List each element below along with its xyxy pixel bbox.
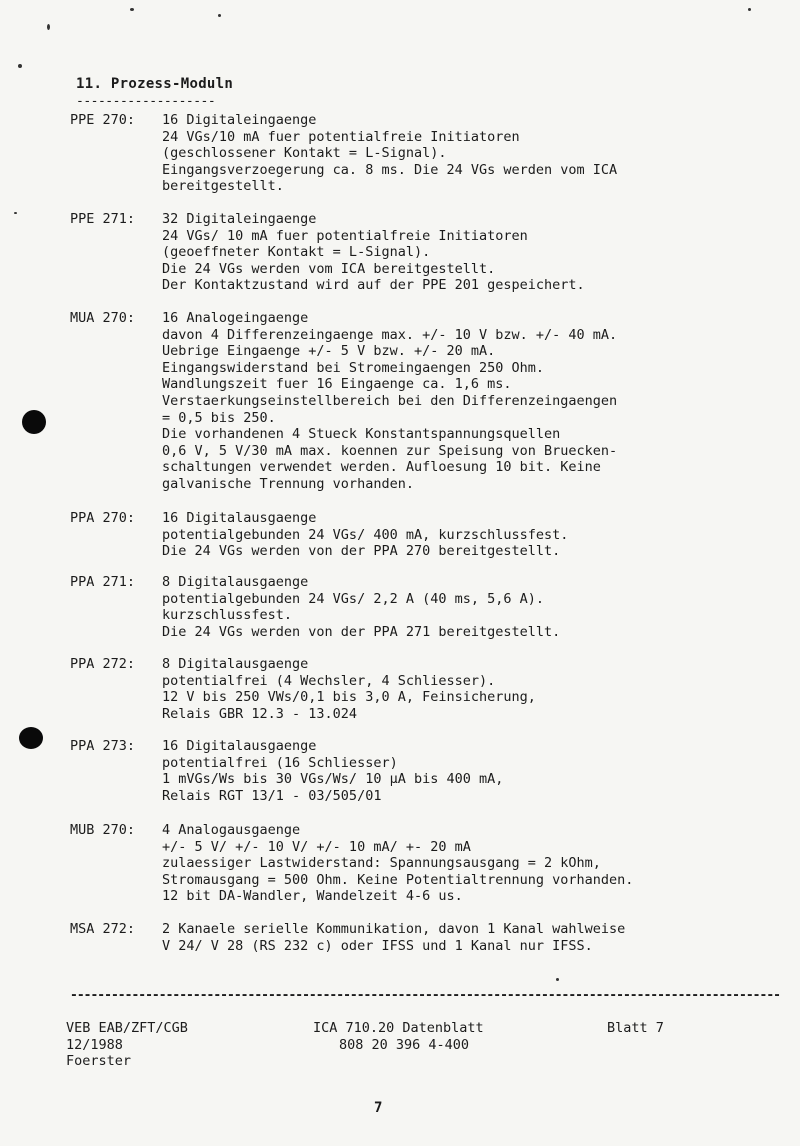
footer-document-id: [313, 1020, 484, 1053]
module-text-line: bereitgestellt.: [162, 178, 284, 195]
footer-issuer-line: Foerster: [66, 1053, 132, 1069]
module-text-line: 24 VGs/10 mA fuer potentialfreie Initiatoren: [162, 128, 520, 145]
scan-speck-icon: [14, 212, 17, 214]
module-code: PPA 273:: [70, 738, 136, 754]
module-text-line: davon 4 Differenzeingaenge max. +/- 10 V bzw. +/- 40 mA.: [162, 326, 618, 343]
footer-sheet-number: Blatt 7: [607, 1020, 664, 1036]
scan-speck-icon: [18, 64, 22, 68]
module-text-line: potentialfrei (4 Wechsler, 4 Schliesser).: [162, 672, 496, 689]
module-text-line: potentialgebunden 24 VGs/ 2,2 A (40 ms, 5,6 A).: [162, 590, 545, 607]
module-ppa-270: [70, 510, 780, 560]
module-text-line: 8 Digitalausgaenge: [162, 574, 309, 590]
module-text-line: Stromausgang = 500 Ohm. Keine Potentialtrennung vorhanden.: [162, 871, 634, 888]
module-text-line: = 0,5 bis 250.: [162, 409, 276, 426]
module-code: MUB 270:: [70, 822, 136, 838]
module-text-line: +/- 5 V/ +/- 10 V/ +/- 10 mA/ +- 20 mA: [162, 838, 471, 855]
module-mub-270: [70, 822, 780, 905]
module-text-line: schaltungen verwendet werden. Aufloesung 10 bit. Keine: [162, 459, 601, 476]
module-text-line: V 24/ V 28 (RS 232 c) oder IFSS und 1 Kanal nur IFSS.: [162, 937, 593, 954]
footer-document-number: 808 20 396 4-400: [339, 1036, 470, 1053]
module-text-line: 16 Digitaleingaenge: [162, 112, 317, 128]
title-underline: -------------------: [76, 94, 216, 109]
module-text-line: Relais RGT 13/1 - 03/505/01: [162, 787, 382, 804]
module-text-line: Relais GBR 12.3 - 13.024: [162, 705, 358, 722]
module-msa-272: [70, 921, 780, 954]
footer-issuer: [66, 1020, 188, 1070]
footer-document-title: ICA 710.20 Datenblatt: [313, 1020, 484, 1036]
module-text-line: 16 Digitalausgaenge: [162, 738, 317, 754]
section-title: 11. Prozess-Moduln: [76, 76, 234, 92]
module-text-line: Die 24 VGs werden von der PPA 271 bereitgestellt.: [162, 623, 561, 640]
module-code: PPA 270:: [70, 510, 136, 526]
module-ppe-270: [70, 112, 780, 195]
module-text-line: (geoeffneter Kontakt = L-Signal).: [162, 244, 431, 261]
module-ppe-271: [70, 211, 780, 294]
module-mua-270: [70, 310, 780, 493]
module-text-line: zulaessiger Lastwiderstand: Spannungsausgang = 2 kOhm,: [162, 855, 601, 872]
module-text-line: potentialgebunden 24 VGs/ 400 mA, kurzschlussfest.: [162, 526, 569, 543]
module-text-line: 32 Digitaleingaenge: [162, 211, 317, 227]
module-text-line: 12 bit DA-Wandler, Wandelzeit 4-6 us.: [162, 888, 463, 905]
scan-speck-icon: [47, 24, 50, 30]
page-number: 7: [374, 1100, 383, 1116]
module-text-line: 2 Kanaele serielle Kommunikation, davon 1 Kanal wahlweise: [162, 921, 626, 937]
punch-hole-icon: [19, 727, 43, 749]
module-text-line: 16 Analogeingaenge: [162, 310, 309, 326]
module-text-line: Verstaerkungseinstellbereich bei den Differenzeingaengen: [162, 392, 618, 409]
module-text-line: Die 24 VGs werden vom ICA bereitgestellt.: [162, 260, 496, 277]
module-code: MSA 272:: [70, 921, 136, 937]
module-ppa-272: [70, 656, 780, 722]
module-text-line: 0,6 V, 5 V/30 mA max. koennen zur Speisung von Bruecken-: [162, 442, 618, 459]
module-text-line: kurzschlussfest.: [162, 607, 293, 624]
module-code: PPA 271:: [70, 574, 136, 590]
module-text-line: Eingangswiderstand bei Stromeingaengen 250 Ohm.: [162, 359, 545, 376]
module-text-line: Uebrige Eingaenge +/- 5 V bzw. +/- 20 mA.: [162, 343, 496, 360]
module-text-line: Die vorhandenen 4 Stueck Konstantspannungsquellen: [162, 426, 561, 443]
module-text-line: Eingangsverzoegerung ca. 8 ms. Die 24 VGs werden vom ICA: [162, 161, 618, 178]
module-code: PPE 270:: [70, 112, 136, 128]
module-ppa-271: [70, 574, 780, 640]
module-text-line: Wandlungszeit fuer 16 Eingaenge ca. 1,6 ms.: [162, 376, 512, 393]
module-ppa-273: [70, 738, 780, 804]
module-text-line: 1 mVGs/Ws bis 30 VGs/Ws/ 10 µA bis 400 mA,: [162, 771, 504, 788]
module-text-line: 4 Analogausgaenge: [162, 822, 301, 838]
module-code: PPA 272:: [70, 656, 136, 672]
module-text-line: galvanische Trennung vorhanden.: [162, 475, 414, 492]
module-text-line: Die 24 VGs werden von der PPA 270 bereitgestellt.: [162, 543, 561, 560]
module-text-line: 12 V bis 250 VWs/0,1 bis 3,0 A, Feinsicherung,: [162, 689, 536, 706]
scan-speck-icon: [748, 8, 751, 11]
module-text-line: potentialfrei (16 Schliesser): [162, 754, 398, 771]
scan-speck-icon: [556, 978, 559, 981]
footer-issuer-line: VEB EAB/ZFT/CGB: [66, 1020, 188, 1036]
footer-separator: --------------------------------------------------------------------------------------------------------: [70, 988, 780, 1003]
module-text-line: 8 Digitalausgaenge: [162, 656, 309, 672]
module-text-line: 24 VGs/ 10 mA fuer potentialfreie Initiatoren: [162, 227, 528, 244]
module-code: MUA 270:: [70, 310, 136, 326]
module-code: PPE 271:: [70, 211, 136, 227]
scan-speck-icon: [218, 14, 221, 17]
module-text-line: (geschlossener Kontakt = L-Signal).: [162, 145, 447, 162]
scan-speck-icon: [130, 8, 134, 11]
footer-issuer-line: 12/1988: [66, 1036, 123, 1053]
module-text-line: 16 Digitalausgaenge: [162, 510, 317, 526]
punch-hole-icon: [22, 410, 46, 434]
module-text-line: Der Kontaktzustand wird auf der PPE 201 gespeichert.: [162, 277, 585, 294]
